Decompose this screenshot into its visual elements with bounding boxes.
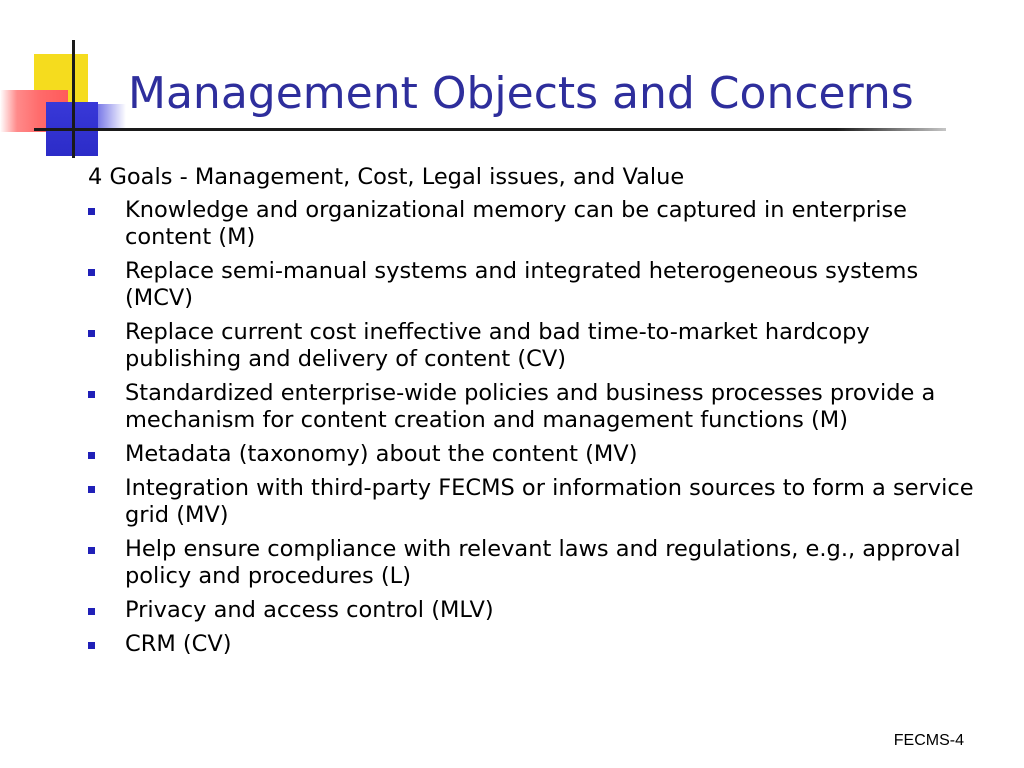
bullet-text: Replace semi-manual systems and integrated heterogeneous systems (MCV) (125, 258, 919, 311)
bullet-text: Integration with third-party FECMS or information sources to form a service grid (MV) (125, 475, 974, 528)
bullet-list (88, 197, 988, 658)
bullet-square-icon (88, 208, 95, 215)
bullet-item (88, 258, 988, 312)
bullet-square-icon (88, 391, 95, 398)
slide-logo (0, 0, 130, 160)
bullet-text: Knowledge and organizational memory can be captured in enterprise content (M) (125, 197, 908, 250)
bullet-text: Privacy and access control (MLV) (125, 597, 494, 623)
slide-title: Management Objects and Concerns (128, 68, 914, 119)
bullet-text: Help ensure compliance with relevant laws and regulations, e.g., approval policy and procedures (L) (125, 536, 961, 589)
bullet-square-icon (88, 330, 95, 337)
bullet-item (88, 319, 988, 373)
bullet-square-icon (88, 608, 95, 615)
bullet-square-icon (88, 269, 95, 276)
bullet-item (88, 380, 988, 434)
bullet-square-icon (88, 452, 95, 459)
bullet-text: CRM (CV) (125, 631, 232, 657)
bullet-item (88, 631, 988, 658)
bullet-square-icon (88, 486, 95, 493)
bullet-square-icon (88, 547, 95, 554)
title-underline-fade (34, 128, 946, 131)
bullet-square-icon (88, 642, 95, 649)
bullet-text: Metadata (taxonomy) about the content (MV) (125, 441, 638, 467)
bullet-item (88, 536, 988, 590)
intro-text: 4 Goals - Management, Cost, Legal issues, and Value (88, 164, 685, 190)
slide-number: FECMS-4 (893, 732, 964, 749)
bullet-text: Standardized enterprise-wide policies and business processes provide a mechanism for content creation and management functions (M) (125, 380, 936, 433)
bullet-item (88, 197, 988, 251)
bullet-text: Replace current cost ineffective and bad time-to-market hardcopy publishing and delivery of content (CV) (125, 319, 870, 372)
logo-blue-fade (98, 104, 126, 128)
logo-vertical-line (72, 40, 75, 158)
bullet-item (88, 597, 988, 624)
bullet-item (88, 441, 988, 468)
bullet-item (88, 475, 988, 529)
slide-body (88, 164, 988, 665)
